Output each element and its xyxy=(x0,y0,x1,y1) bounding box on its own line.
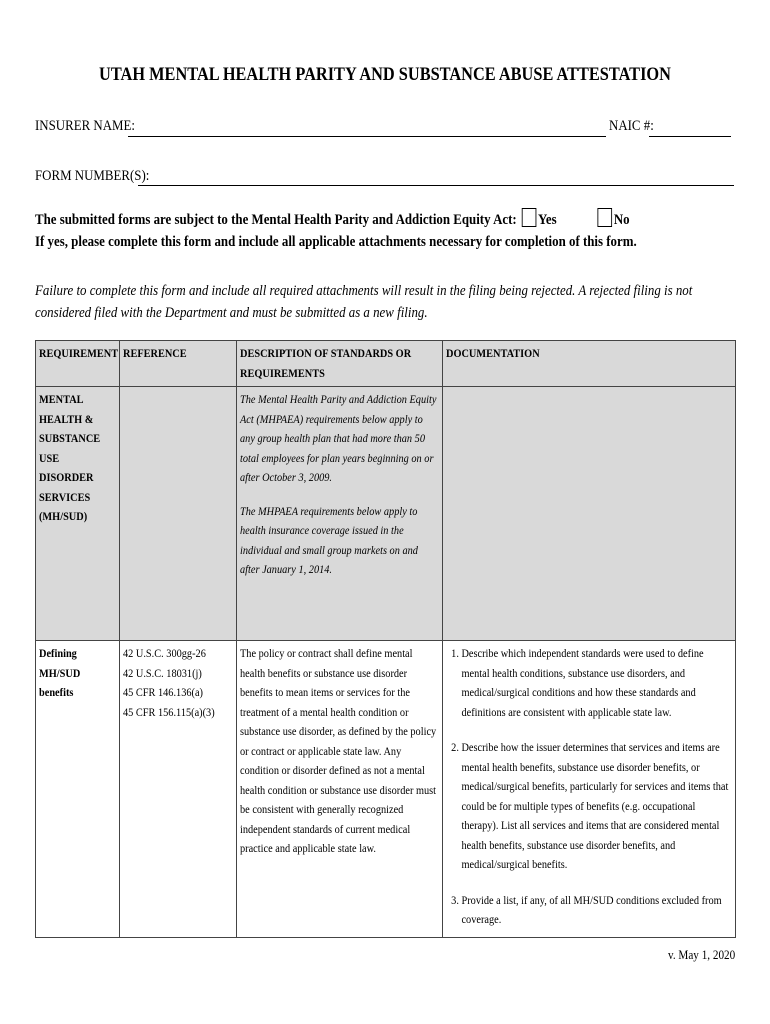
act-question-line xyxy=(35,208,630,229)
form-number-label: FORM NUMBER(S): xyxy=(35,168,150,184)
form-number-field[interactable] xyxy=(138,185,734,186)
header-description: DESCRIPTION OF STANDARDS OR REQUIREMENTS xyxy=(237,341,443,387)
section-description-p2: The MHPAEA requirements below apply to health insurance coverage issued in the individual and small group markets on and after January 1, 2014. xyxy=(240,503,418,576)
section-documentation-cell[interactable] xyxy=(443,387,736,641)
reference-item: 42 U.S.C. 18031(j) xyxy=(123,665,202,680)
naic-field[interactable] xyxy=(649,136,731,137)
insurer-name-field[interactable] xyxy=(128,136,606,137)
yes-label: Yes xyxy=(537,212,557,228)
version-label: v. May 1, 2020 xyxy=(667,947,735,962)
documentation-list xyxy=(446,644,731,930)
section-reference-cell xyxy=(120,387,237,641)
act-question: The submitted forms are subject to the Mental Health Parity and Addiction Equity Act: xyxy=(35,212,517,228)
section-description-cell xyxy=(237,387,443,641)
header-reference: REFERENCE xyxy=(120,341,237,387)
act-note: If yes, please complete this form and include all applicable attachments necessary for completion of this form. xyxy=(35,234,637,250)
insurer-name-label: INSURER NAME: xyxy=(35,118,135,134)
defining-requirement-cell: Defining MH/SUD benefits xyxy=(36,641,120,938)
table-row xyxy=(36,641,736,938)
reference-item: 45 CFR 156.115(a)(3) xyxy=(123,704,215,719)
naic-label: NAIC #: xyxy=(609,118,654,134)
defining-reference-cell xyxy=(120,641,237,938)
table-header-row xyxy=(36,341,736,387)
failure-notice: Failure to complete this form and include all required attachments will result in the filing being rejected. A rejected filing is not considered filed with the Department and must be submitted as a new filing. xyxy=(35,283,693,321)
section-description-p1: The Mental Health Parity and Addiction Equity Act (MHPAEA) requirements below apply to any group health plan that had more than 50 total employees for plan years beginning on or after October 3, 2009. xyxy=(240,392,437,484)
yes-checkbox[interactable] xyxy=(522,208,537,227)
defining-description-cell: The policy or contract shall define mental health benefits or substance use disorder benefits to mean items or services for the treatment of a mental health condition or substance use disorder, as defined by the policy or contract or applicable state law. Any condition or disorder defined as not a mental health condition or substance use disorder must be consistent with generally recognized independent standards of current medical practice and applicable state law. xyxy=(237,641,443,938)
section-requirement-cell: MENTAL HEALTH & SUBSTANCE USE DISORDER SERVICES (MH/SUD) xyxy=(36,387,120,641)
no-checkbox[interactable] xyxy=(597,208,612,227)
header-requirement: REQUIREMENT xyxy=(36,341,120,387)
no-label: No xyxy=(613,212,630,228)
documentation-item: 2. Describe how the issuer determines that services and items are mental health benefits, substance use disorder benefits, or medical/surgical benefits, particularly for services and items that could be for multiple types of benefits (e.g. occupational therapy). List all services and items that are considered mental health benefits, substance use disorder benefits, and medical/surgical benefits. xyxy=(461,738,731,875)
reference-item: 42 U.S.C. 300gg-26 xyxy=(123,646,206,660)
reference-item: 45 CFR 146.136(a) xyxy=(123,685,203,699)
defining-documentation-cell xyxy=(443,641,736,938)
documentation-item: 1. Describe which independent standards were used to define mental health conditions, substance use disorders, and medical/surgical conditions and how these standards and definitions are consistent with applicable state law. xyxy=(461,644,731,722)
requirements-table xyxy=(35,340,736,938)
header-documentation: DOCUMENTATION xyxy=(443,341,736,387)
documentation-item: 3. Provide a list, if any, of all MH/SUD conditions excluded from coverage. xyxy=(461,891,731,930)
table-row xyxy=(36,387,736,641)
page-title: UTAH MENTAL HEALTH PARITY AND SUBSTANCE ABUSE ATTESTATION xyxy=(99,64,671,85)
